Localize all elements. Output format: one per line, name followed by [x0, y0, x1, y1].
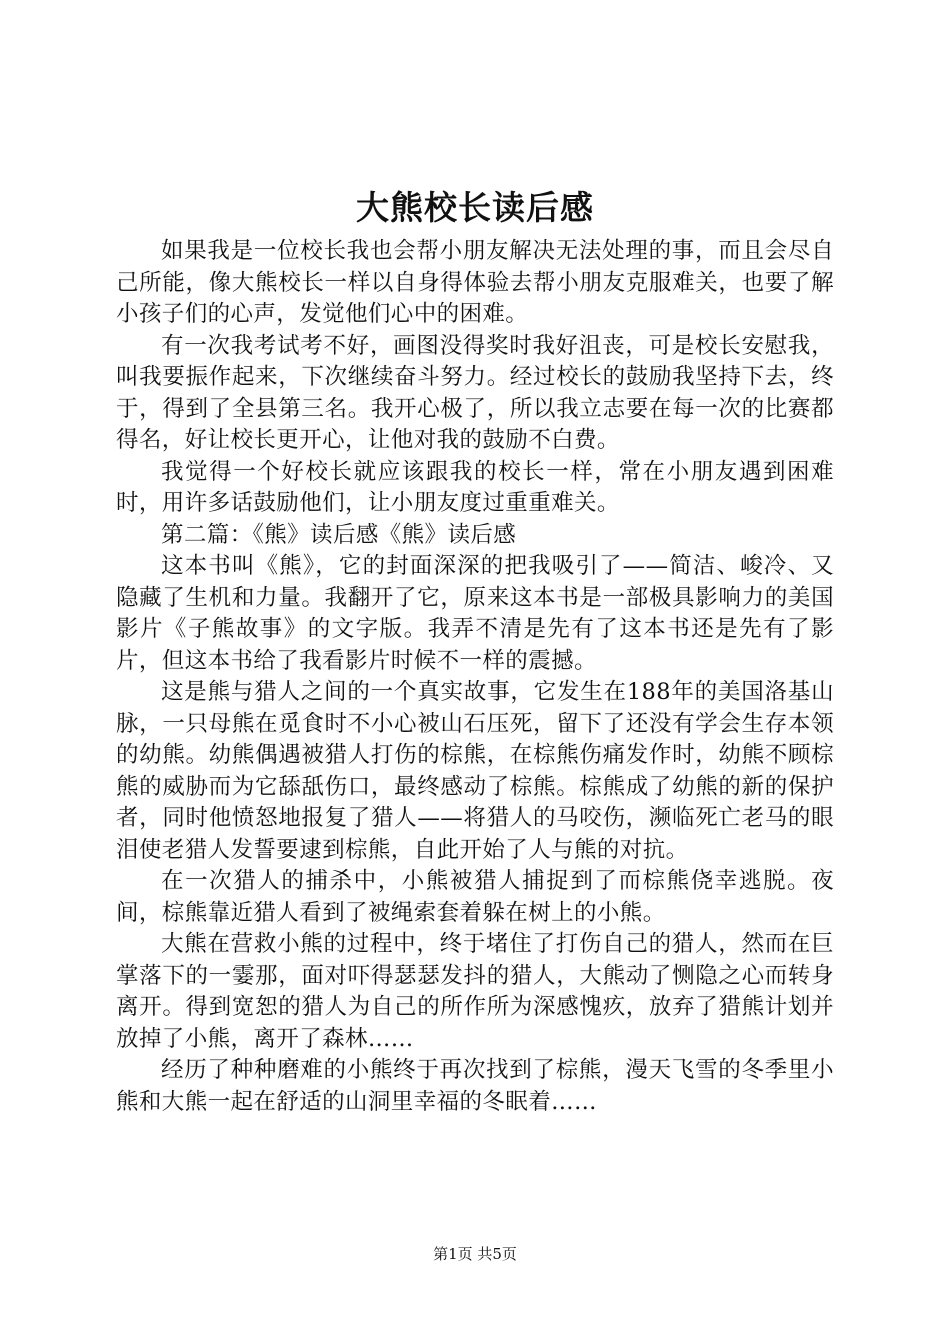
paragraph: 如果我是一位校长我也会帮小朋友解决无法处理的事，而且会尽自己所能，像大熊校长一样以自身得体验去帮小朋友克服难关，也要了解小孩子们的心声，发觉他们心中的困难。	[116, 238, 834, 327]
paragraph: 这是熊与猎人之间的一个真实故事，它发生在188年的美国洛基山脉，一只母熊在觅食时不小心被山石压死，留下了还没有学会生存本领的幼熊。幼熊偶遇被猎人打伤的棕熊，在棕熊伤痛发作时，幼熊不顾棕熊的威胁而为它舔舐伤口，最终感动了棕熊。棕熊成了幼熊的新的保护者，同时他愤怒地报复了猎人——将猎人的马咬伤，濒临死亡老马的眼泪使老猎人发誓要逮到棕熊，自此开始了人与熊的对抗。	[116, 679, 834, 863]
paragraph: 我觉得一个好校长就应该跟我的校长一样，常在小朋友遇到困难时，用许多话鼓励他们，让小朋友度过重重难关。	[116, 458, 834, 516]
paragraph: 有一次我考试考不好，画图没得奖时我好沮丧，可是校长安慰我，叫我要振作起来，下次继续奋斗努力。经过校长的鼓励我坚持下去，终于，得到了全县第三名。我开心极了，所以我立志要在每一次的比赛都得名，好让校长更开心，让他对我的鼓励不白费。	[116, 332, 834, 453]
paragraph: 经历了种种磨难的小熊终于再次找到了棕熊，漫天飞雪的冬季里小熊和大熊一起在舒适的山洞里幸福的冬眠着……	[116, 1057, 834, 1115]
paragraph: 在一次猎人的捕杀中，小熊被猎人捕捉到了而棕熊侥幸逃脱。夜间，棕熊靠近猎人看到了被绳索套着躲在树上的小熊。	[116, 868, 834, 926]
section-heading: 第二篇：《熊》读后感《熊》读后感	[161, 521, 517, 548]
document-body	[116, 236, 834, 1118]
paragraph: 这本书叫《熊》，它的封面深深的把我吸引了——简洁、峻冷、又隐藏了生机和力量。我翻开了它，原来这本书是一部极具影响力的美国影片《子熊故事》的文字版。我弄不清是先有了这本书还是先有了影片，但这本书给了我看影片时候不一样的震撼。	[116, 553, 834, 674]
page-footer: 第1页 共5页	[433, 1245, 517, 1263]
document-title: 大熊校长读后感	[356, 188, 594, 227]
paragraph: 大熊在营救小熊的过程中，终于堵住了打伤自己的猎人，然而在巨掌落下的一霎那，面对吓得瑟瑟发抖的猎人，大熊动了恻隐之心而转身离开。得到宽恕的猎人为自己的所作所为深感愧疚，放弃了猎熊计划并放掉了小熊，离开了森林……	[116, 931, 834, 1052]
